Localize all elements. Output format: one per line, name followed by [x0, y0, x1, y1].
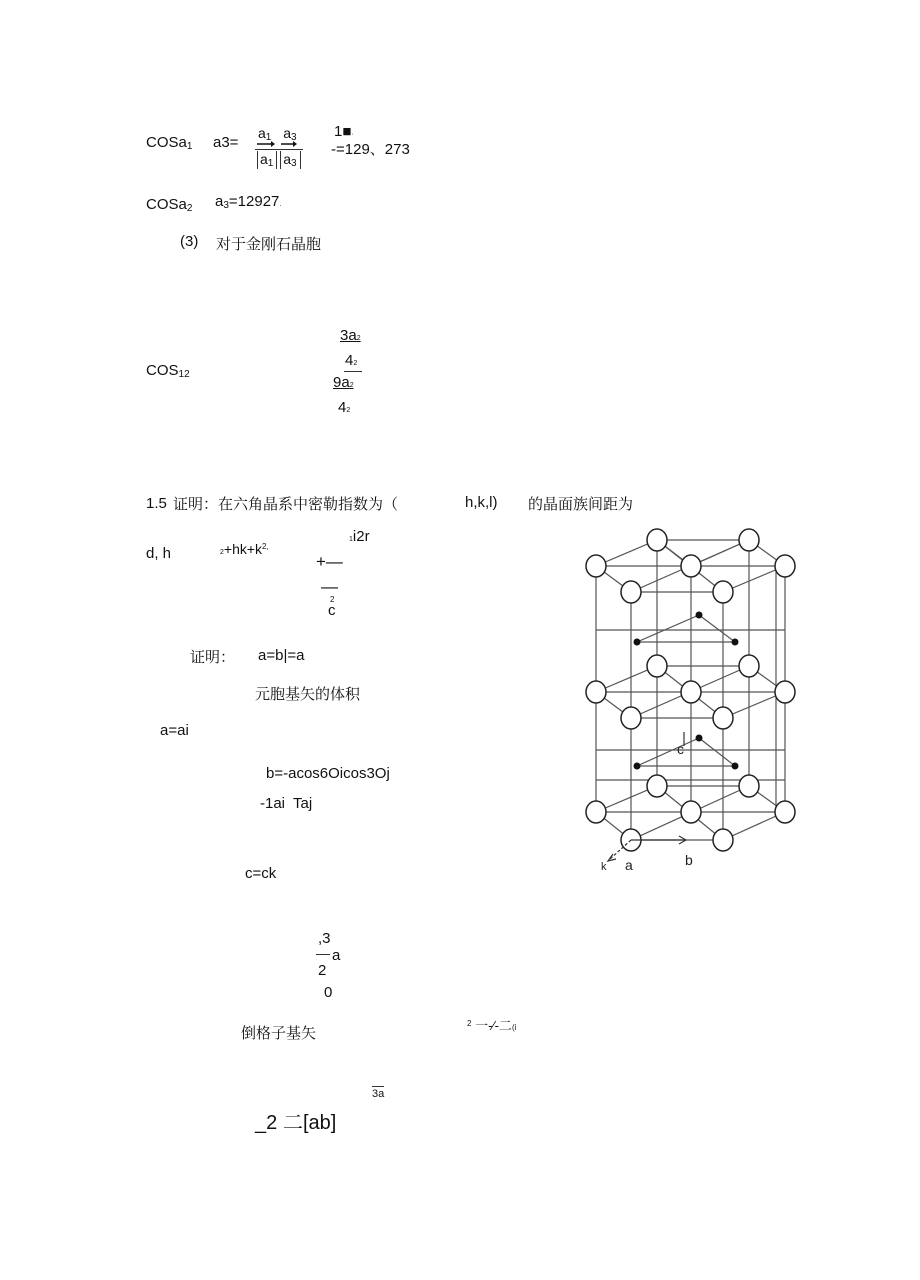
b-vector-cont: -1ai Taj: [260, 795, 313, 812]
matrix-top: ,3: [318, 930, 331, 947]
final-left: _2: [255, 1112, 278, 1134]
figure-label-c: c: [677, 741, 684, 757]
a3-eq-label: a3=: [213, 134, 239, 151]
matrix-den: 2: [318, 962, 327, 979]
frac2-numerator: 9a2: [333, 374, 354, 391]
frac1-denominator: 42: [345, 352, 358, 369]
section-tail: 的晶面族间距为: [528, 495, 634, 513]
frac-numerator: $a_1$ $a_3$: [258, 125, 297, 143]
matrix-rule: [316, 954, 330, 955]
cos-a1-label: COSa$_1$: [146, 134, 193, 152]
cell-volume-text: 元胞基矢的体积: [255, 685, 361, 703]
i2r-term: 1i2r: [349, 528, 370, 545]
matrix-zero: 0: [324, 984, 333, 1001]
result-top: 1■·: [334, 123, 354, 140]
reciprocal-formula: $^2$ 一-⁄-二(i: [467, 1018, 517, 1033]
reciprocal-label: 倒格子基矢: [241, 1024, 317, 1042]
section-hkl: h,k,l): [465, 494, 498, 511]
plus-dash: +—: [316, 552, 343, 571]
figure-label-b: b: [685, 852, 693, 868]
dash: —: [321, 577, 338, 596]
section-number: 1.5: [146, 495, 167, 512]
result-value: -=129、273: [331, 141, 410, 158]
frac1-numerator: 3a2: [340, 327, 361, 344]
cos12-label: $COS_{12}$: [146, 362, 190, 380]
c-letter: c: [328, 602, 336, 619]
hk-expression: $2+hk+k^2'$: [220, 541, 269, 557]
frac-rule: [255, 149, 303, 150]
c-superscript: 2: [330, 595, 335, 604]
c-vector: c=ck: [245, 865, 277, 882]
hexagonal-lattice-figure: [575, 520, 815, 880]
d-h-label: d, h: [146, 545, 172, 562]
section-statement: 证明：在六角晶系中密勒指数为（: [173, 495, 399, 513]
a3-value: $a_3=12927$.: [215, 193, 282, 211]
frac-main-rule: [344, 371, 362, 372]
figure-label-a: a: [625, 857, 633, 873]
proof-equation: a=b|=a: [258, 647, 305, 664]
frac-denominator: $a_1$ $a_3$: [260, 151, 297, 169]
cos-a2-label: COSa$_2$: [146, 196, 193, 214]
matrix-a: a: [332, 947, 341, 964]
abs-bar-4: [300, 151, 301, 169]
item3-number: (3): [180, 233, 199, 250]
frac-arrows: [255, 140, 307, 148]
a-vector: a=ai: [160, 722, 189, 739]
b-vector: b=-acos6Oicos3Oj: [266, 765, 390, 782]
frac2-denominator: 42: [338, 399, 351, 416]
proof-label: 证明：: [190, 648, 236, 666]
abs-bar-1: [257, 151, 258, 169]
final-right: 二[ab]: [283, 1112, 337, 1134]
figure-label-k: k: [601, 861, 607, 873]
three-a: 3a: [372, 1088, 385, 1100]
item3-text: 对于金刚石晶胞: [216, 235, 322, 253]
